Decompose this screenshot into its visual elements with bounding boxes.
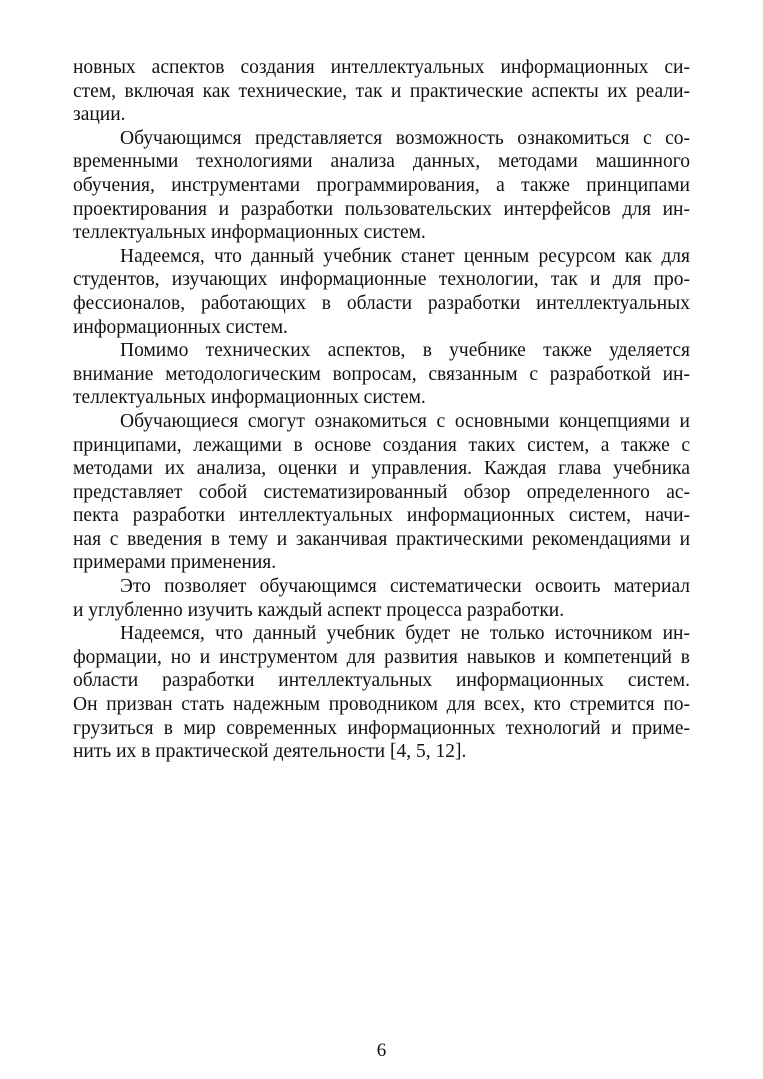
paragraph — [73, 622, 690, 764]
paragraph — [73, 56, 690, 127]
text-line: обучения, инструментами программирования, а также принципами — [73, 174, 690, 196]
text-line: пекта разработки интеллектуальных информационных систем, начи- — [73, 505, 690, 527]
text-line: Он призван стать надежным проводником для всех, кто стремится по- — [73, 694, 690, 716]
text-line: Помимо технических аспектов, в учебнике также уделяется — [120, 340, 690, 362]
text-line: теллектуальных информационных систем. — [73, 222, 426, 244]
text-line: Обучающимся представляется возможность ознакомиться с со- — [120, 127, 690, 149]
text-line: зации. — [73, 104, 126, 126]
text-line: Надеемся, что данный учебник станет ценным ресурсом как для — [120, 245, 690, 267]
text-line: нить их в практической деятельности [4, 5, 12]. — [73, 741, 467, 763]
text-line: стем, включая как технические, так и практические аспекты их реали- — [73, 80, 690, 102]
text-line: проектирования и разработки пользовательских интерфейсов для ин- — [73, 198, 690, 220]
text-line: ная с введения в тему и заканчивая практическими рекомендациями и — [73, 528, 690, 550]
body-text — [73, 56, 690, 764]
paragraph — [73, 339, 690, 410]
text-line: области разработки интеллектуальных информационных систем. — [73, 670, 690, 692]
text-line: формации, но и инструментом для развития навыков и компетенций в — [73, 646, 690, 668]
text-line: информационных систем. — [73, 316, 288, 338]
text-line: принципами, лежащими в основе создания таких систем, а также с — [73, 434, 690, 456]
paragraph — [73, 410, 690, 575]
text-line: Надеемся, что данный учебник будет не только источником ин- — [120, 623, 690, 645]
text-line: Обучающиеся смогут ознакомиться с основными концепциями и — [120, 410, 690, 432]
page-number: 6 — [376, 1040, 387, 1061]
text-line: временными технологиями анализа данных, методами машинного — [73, 151, 690, 173]
paragraph — [73, 245, 690, 339]
text-line: теллектуальных информационных систем. — [73, 387, 426, 409]
text-line: внимание методологическим вопросам, связанным с разработкой ин- — [73, 363, 690, 385]
paragraph — [73, 575, 690, 622]
paragraph — [73, 127, 690, 245]
text-line: и углубленно изучить каждый аспект процесса разработки. — [73, 599, 565, 621]
text-line: грузиться в мир современных информационных технологий и приме- — [73, 717, 690, 739]
text-line: студентов, изучающих информационные технологии, так и для про- — [73, 269, 690, 291]
text-line: методами их анализа, оценки и управления. Каждая глава учебника — [73, 458, 690, 480]
text-line: фессионалов, работающих в области разработки интеллектуальных — [73, 292, 690, 314]
text-line: примерами применения. — [73, 552, 277, 574]
text-line: представляет собой систематизированный обзор определенного ас- — [73, 481, 690, 503]
text-line: новных аспектов создания интеллектуальных информационных си- — [73, 57, 690, 78]
text-line: Это позволяет обучающимся систематически освоить материал — [120, 576, 690, 598]
